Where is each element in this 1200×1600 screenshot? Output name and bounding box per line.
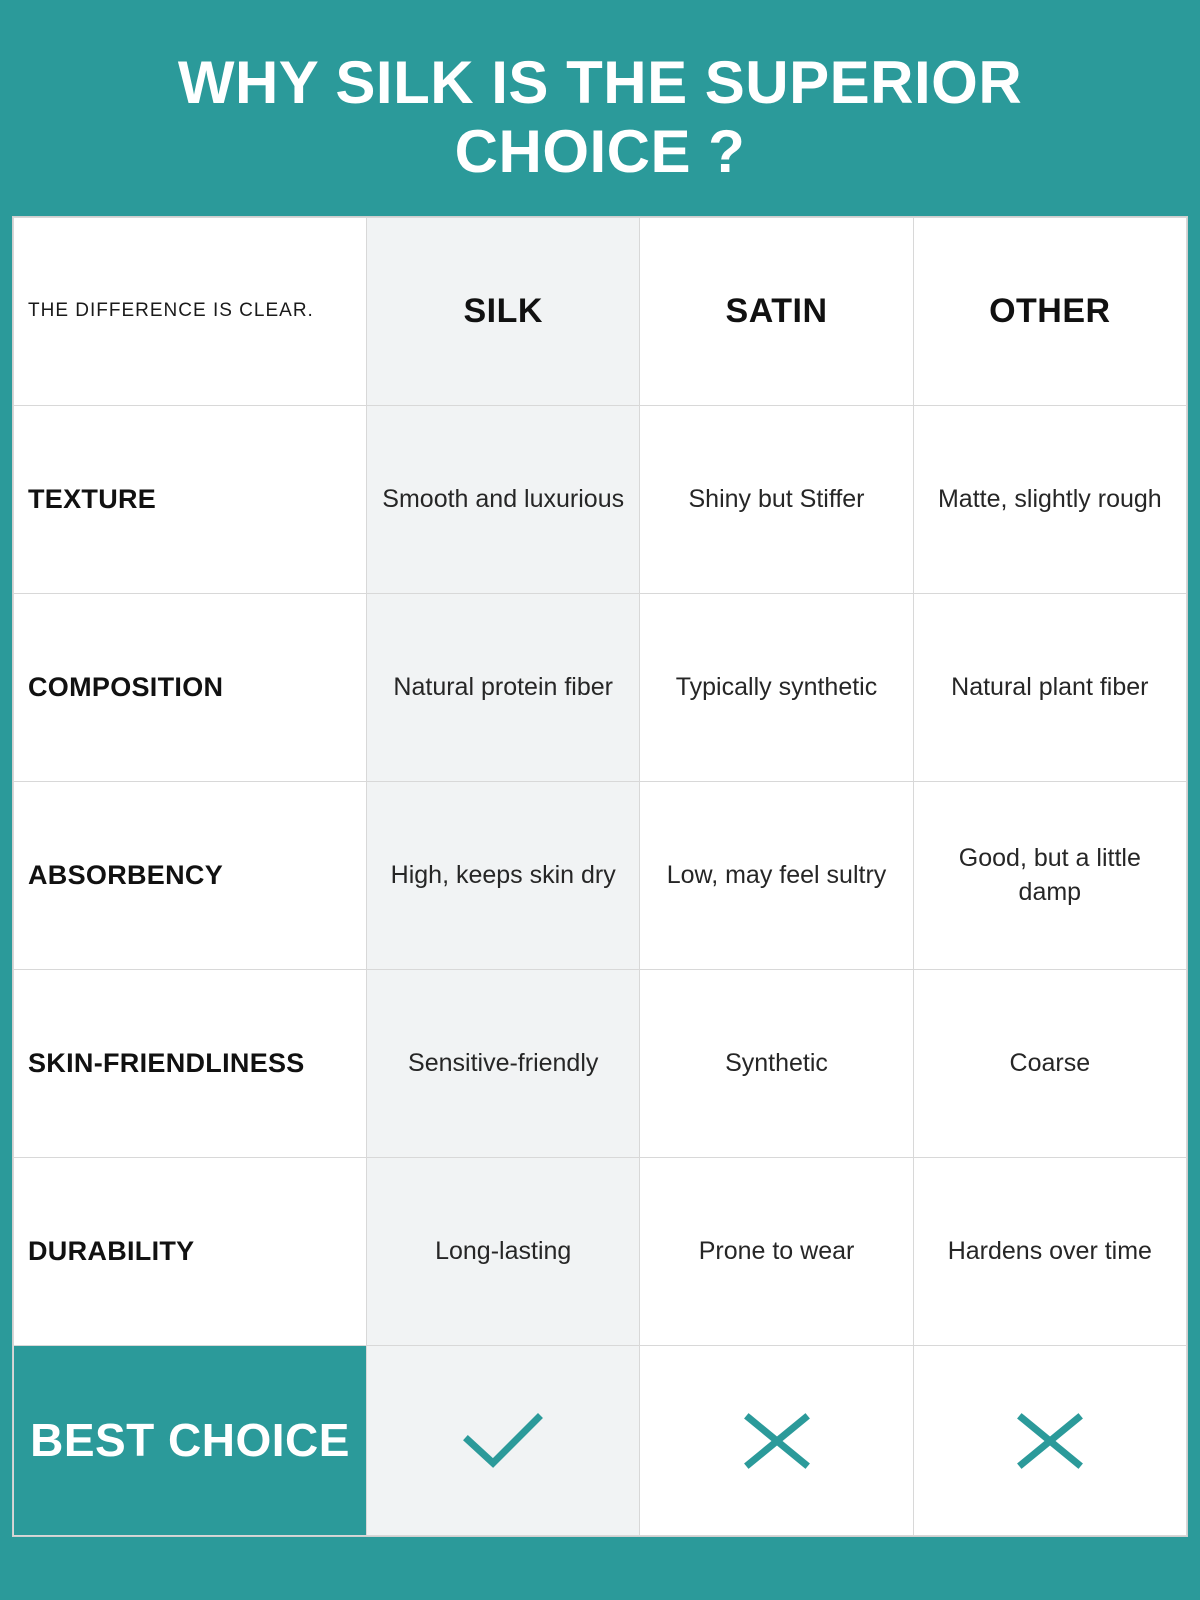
- cell-skin-friendliness-satin: Synthetic: [640, 970, 913, 1158]
- cell-absorbency-satin: Low, may feel sultry: [640, 782, 913, 970]
- verdict-other: [913, 1346, 1186, 1536]
- table-footer-row: [14, 1346, 1187, 1536]
- bottom-strip: [0, 1537, 1200, 1547]
- cell-durability-satin: Prone to wear: [640, 1158, 913, 1346]
- cross-icon: [928, 1410, 1172, 1472]
- cell-durability-silk: Long-lasting: [367, 1158, 640, 1346]
- cell-texture-other: Matte, slightly rough: [913, 406, 1186, 594]
- cell-composition-silk: Natural protein fiber: [367, 594, 640, 782]
- comparison-table-container: [12, 216, 1188, 1537]
- best-choice-label: BEST CHOICE: [14, 1346, 367, 1536]
- cell-absorbency-silk: High, keeps skin dry: [367, 782, 640, 970]
- cell-composition-satin: Typically synthetic: [640, 594, 913, 782]
- cell-absorbency-other: Good, but a little damp: [913, 782, 1186, 970]
- cell-texture-silk: Smooth and luxurious: [367, 406, 640, 594]
- page-title: WHY SILK IS THE SUPERIOR CHOICE ?: [177, 49, 1023, 185]
- table-row: [14, 1158, 1187, 1346]
- table-row: [14, 782, 1187, 970]
- column-header-silk: SILK: [367, 218, 640, 406]
- table-header-row: [14, 218, 1187, 406]
- cell-composition-other: Natural plant fiber: [913, 594, 1186, 782]
- corner-note: THE DIFFERENCE IS CLEAR.: [14, 218, 367, 406]
- cell-skin-friendliness-silk: Sensitive-friendly: [367, 970, 640, 1158]
- cell-texture-satin: Shiny but Stiffer: [640, 406, 913, 594]
- row-label-durability: DURABILITY: [14, 1158, 367, 1346]
- cross-icon: [654, 1410, 898, 1472]
- row-label-composition: COMPOSITION: [14, 594, 367, 782]
- table-row: [14, 970, 1187, 1158]
- row-label-texture: TEXTURE: [14, 406, 367, 594]
- table-row: [14, 406, 1187, 594]
- column-header-other: OTHER: [913, 218, 1186, 406]
- verdict-satin: [640, 1346, 913, 1536]
- header: [0, 0, 1200, 216]
- check-icon: [381, 1410, 625, 1472]
- comparison-table: [13, 217, 1187, 1536]
- cell-durability-other: Hardens over time: [913, 1158, 1186, 1346]
- column-header-satin: SATIN: [640, 218, 913, 406]
- row-label-skin-friendliness: SKIN-FRIENDLINESS: [14, 970, 367, 1158]
- row-label-absorbency: ABSORBENCY: [14, 782, 367, 970]
- verdict-silk: [367, 1346, 640, 1536]
- table-row: [14, 594, 1187, 782]
- cell-skin-friendliness-other: Coarse: [913, 970, 1186, 1158]
